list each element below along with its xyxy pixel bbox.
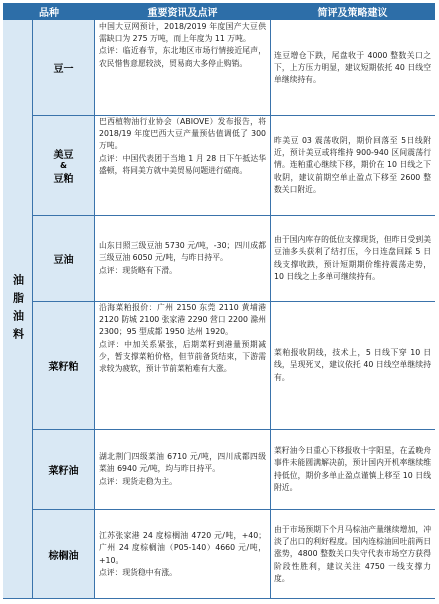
table-bottom-border: [3, 598, 435, 599]
strategy-cell: [270, 20, 435, 115]
news-comment: 点评：中加关系紧张，后期菜籽到港量预期减少，暂支撑菜粕价格，但节前备货结束，下游需求较为疲软，预计节前菜粕难有大涨。: [99, 339, 266, 374]
news-comment: 点评：中国代表团于当地 1 月 28 日下午抵达华盛顿，将同美方就中美贸易问题进行磋商。: [99, 153, 266, 175]
strategy-text: 由于市场预期下个月马棕油产量继续增加，冲淡了出口的利好程度。国内连棕油回吐前两日涨势，4800 整数关口失守代表市场空方获得阶段性胜利，建议关注 4750 一线支撑力度。: [274, 524, 431, 583]
market-report-table: [3, 3, 435, 599]
news-cell: [95, 301, 270, 429]
news-cell: [95, 115, 270, 215]
row-divider: [33, 215, 435, 216]
news-text: 巴西植物油行业协会（ABIOVE）发布报告，将 2018/19 年度巴西大豆产量预估值调低了 300 万吨。: [99, 117, 266, 151]
product-name: 菜籽油: [48, 465, 79, 477]
strategy-cell: [270, 115, 435, 215]
category-cell: [3, 20, 33, 599]
product-name-joiner: &: [60, 160, 67, 170]
product-name-second: 豆粕: [53, 173, 74, 185]
product-cell: [33, 115, 95, 215]
strategy-cell: [270, 429, 435, 509]
strategy-cell: [270, 215, 435, 301]
row-divider: [33, 509, 435, 510]
news-text: 山东日照三级豆油 5730 元/吨，-30；四川成都三级豆油 6050 元/吨，与昨日持平。: [99, 241, 266, 263]
column-divider: [270, 20, 271, 599]
product-cell: [33, 20, 95, 115]
news-cell: [95, 429, 270, 509]
news-cell: [95, 20, 270, 115]
product-name: 棕榈油: [48, 550, 79, 562]
header-news: 重要资讯及点评: [95, 3, 270, 20]
news-comment: 点评：现货略有下滑。: [99, 265, 177, 275]
product-name: 美豆: [53, 149, 74, 161]
product-cell: [33, 429, 95, 509]
product-cell: [33, 215, 95, 301]
strategy-text: 连豆增仓下跌，尾盘收于 4000 整数关口之下，上方压力明显，建议短期依托 40 日线空单继续持有。: [274, 50, 431, 85]
product-name: 豆一: [53, 64, 74, 75]
product-cell: [33, 509, 95, 599]
news-text: 湖北荆门四级菜油 6710 元/吨，四川成都四级菜油 6940 元/吨，均与昨日持平。: [99, 452, 266, 474]
news-comment: 点评：临近春节，东北地区市场行情接近尾声，农民惜售意愿较淡，贸易商大多停止购销。: [99, 46, 266, 68]
news-text: 中国大豆网预计，2018/2019 年度国产大豆供需缺口为 275 万吨，而上年度为 11 万吨。: [99, 22, 266, 44]
header-strategy: 简评及策略建议: [270, 3, 435, 20]
strategy-cell: [270, 509, 435, 599]
row-divider: [33, 115, 435, 116]
row-divider: [33, 429, 435, 430]
news-text: 江苏张家港 24 度棕榈油 4720 元/吨，+40；广州 24 度棕榈油（P05-140）4660 元/吨，+10。: [99, 531, 266, 565]
strategy-text: 昨美豆 03 震荡收阴，期价回落至 5日线附近，预计美豆或将维持 900-940 区间震荡行情。连粕重心继续下移，期价在 10 日线之下收阴，建议前期空单止盈点下移至 2600 整数关口附近。: [274, 135, 431, 194]
strategy-text: 由于国内库存的低位支撑现货，但昨日受到美豆油多头获利了结打压，今日连盘回踩 5 日线支撑收跌，预计短期期价维持震荡走势，10 日线之上多单可继续持有。: [274, 235, 431, 281]
product-name: 菜籽粕: [48, 361, 79, 373]
product-name: 豆油: [53, 254, 74, 266]
strategy-cell: [270, 301, 435, 429]
news-comment: 点评：现货稳中有涨。: [99, 567, 177, 577]
news-comment: 点评：现货走稳为主。: [99, 476, 177, 486]
strategy-text: 菜粕报收阴线，技术上，5 日线下穿 10 日线，呈现死叉，建议依托 40 日线空单继续持有。: [274, 348, 431, 382]
news-text: 沿海菜粕报价：广州 2150 东莞 2110 黄埔港 2120 防城 2100 张家港 2290 营口 2200 滁州 2300；95 型成都 1950 达州 1920。: [99, 303, 266, 337]
category-label: 油脂油料: [11, 273, 25, 346]
header-variety: 品种: [3, 3, 95, 20]
news-cell: [95, 215, 270, 301]
product-cell: [33, 301, 95, 429]
row-divider: [33, 301, 435, 302]
news-cell: [95, 509, 270, 599]
strategy-text: 菜籽油今日重心下移报收十字阳星，在孟晚舟事件未能圆满解决前，预计国内开机率继续维持低位，期价多单止盈点谨慎上移至 10 日线附近。: [274, 446, 431, 492]
